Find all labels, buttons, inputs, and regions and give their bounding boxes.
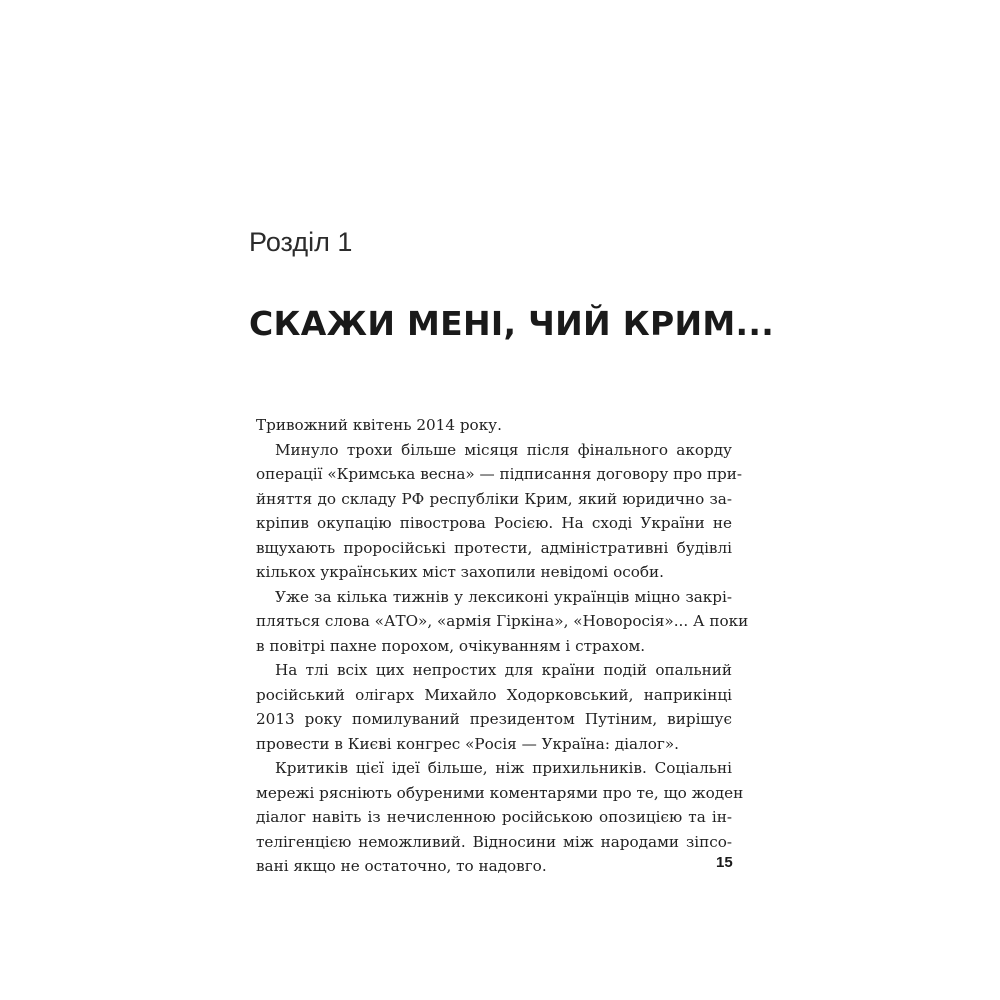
body-line: вщухають проросійські протести, адміністративні будівлі [256,538,732,557]
body-line: 2013 року помилуваний президентом Путіним, вирішує [256,710,732,728]
body-line: провести в Києві конгрес «Росія — Україна: діалог». [256,734,679,753]
body-line: телігенцією неможливий. Відносини між народами зіпсо- [256,832,732,851]
body-line: російський олігарх Михайло Ходорковський, наприкінці [256,685,732,704]
body-line: операції «Кримська весна» — підписання договору про при- [256,465,743,483]
body-line: в повітрі пахне порохом, очікуванням і страхом. [256,636,646,655]
chapter-label: Розділ 1 [249,227,353,257]
body-line: Критиків цієї ідеї більше, ніж прихильників. Соціальні [275,759,732,777]
body-line: йняття до складу РФ республіки Крим, який юридично за- [256,489,732,508]
body-line: Тривожний квітень 2014 року. [256,416,502,434]
body-line: пляться слова «АТО», «армія Гіркіна», «Новоросія»... А поки [256,612,749,630]
body-line: кількох українських міст захопили невідомі особи. [256,563,664,581]
body-line: діалог навіть із нечисленною російською опозицією та ін- [256,808,732,826]
body-line: На тлі всіх цих непростих для країни подій опальний [275,661,732,679]
body-text [256,413,749,879]
page-number: 15 [716,854,733,871]
body-line: Минуло трохи більше місяця після фінального акорду [275,440,732,459]
body-line: Уже за кілька тижнів у лексиконі українців міцно закрі- [275,587,732,606]
chapter-title: СКАЖИ МЕНІ, ЧИЙ КРИМ... [249,304,775,343]
body-line: мережі рясніють обуреними коментарями про те, що жоден [256,783,744,802]
body-line: вані якщо не остаточно, то надовго. [256,857,547,875]
body-line: кріпив окупацію півострова Росією. На сході України не [256,514,732,532]
